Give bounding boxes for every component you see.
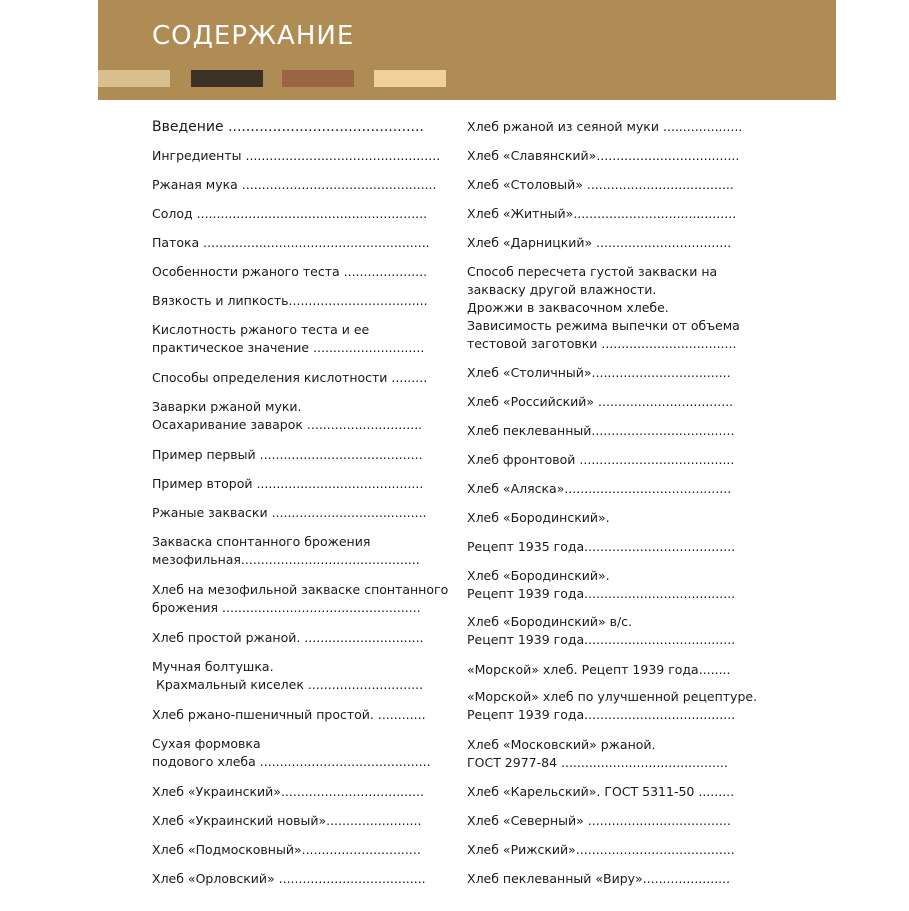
toc-entry[interactable]: Ржаные закваски ....................................... — [152, 505, 427, 520]
toc-entry[interactable]: Хлеб на мезофильной закваске спонтанного брожения .................................................. — [152, 582, 449, 615]
toc-entry[interactable]: Хлеб «Украинский».................................... — [152, 784, 424, 799]
color-swatch-light — [98, 70, 170, 87]
toc-entry[interactable]: Хлеб ржано-пшеничный простой. ............ — [152, 707, 426, 722]
toc-entry[interactable]: Хлеб «Рижский»........................................ — [467, 842, 735, 857]
toc-entry[interactable]: Пример первый ......................................... — [152, 447, 423, 462]
toc-entry[interactable]: Хлеб «Славянский».................................... — [467, 148, 740, 163]
color-swatch-cream — [374, 70, 446, 87]
toc-entry[interactable]: Хлеб «Российский» .................................. — [467, 394, 734, 409]
toc-entry[interactable]: Хлеб «Северный» .................................... — [467, 813, 731, 828]
toc-entry[interactable]: Патока ......................................................... — [152, 235, 430, 250]
toc-entry[interactable]: Хлеб ржаной из сеяной муки .................... — [467, 119, 743, 134]
toc-entry[interactable]: Хлеб «Столичный»................................... — [467, 365, 731, 380]
toc-entry[interactable]: Способы определения кислотности ......... — [152, 370, 428, 385]
toc-entry[interactable]: Хлеб «Украинский новый»........................ — [152, 813, 422, 828]
toc-entry[interactable]: «Морской» хлеб по улучшенной рецептуре. Рецепт 1939 года...................................... — [467, 689, 758, 722]
toc-entry[interactable]: Хлеб «Карельский». ГОСТ 5311-50 ......... — [467, 784, 735, 799]
toc-entry[interactable]: Хлеб «Бородинский». — [467, 510, 610, 525]
toc-entry[interactable]: Сухая формовка подового хлеба ........................................... — [152, 736, 431, 769]
color-swatch-brown — [282, 70, 354, 87]
color-swatch-dark — [191, 70, 263, 87]
page-title: СОДЕРЖАНИЕ — [152, 21, 355, 51]
toc-entry[interactable]: Хлеб «Бородинский». Рецепт 1939 года...................................... — [467, 568, 736, 601]
toc-entry[interactable]: Хлеб «Подмосковный».............................. — [152, 842, 421, 857]
toc-entry[interactable]: Закваска спонтанного брожения мезофильная............................................. — [152, 534, 420, 567]
toc-entry[interactable]: Заварки ржаной муки. Осахаривание заварок ............................. — [152, 399, 423, 432]
toc-entry[interactable]: Хлеб «Бородинский» в/с. Рецепт 1939 года...................................... — [467, 614, 736, 647]
toc-entry[interactable]: Хлеб «Житный»......................................... — [467, 206, 737, 221]
toc-entry[interactable]: Хлеб «Орловский» ..................................... — [152, 871, 426, 886]
toc-entry[interactable]: Хлеб «Дарницкий» .................................. — [467, 235, 732, 250]
toc-entry[interactable]: Ингредиенты ................................................. — [152, 148, 441, 163]
toc-entry[interactable]: Хлеб простой ржаной. .............................. — [152, 630, 424, 645]
toc-entry[interactable]: Хлеб «Столовый» ..................................... — [467, 177, 734, 192]
toc-entry[interactable]: Мучная болтушка. Крахмальный киселек ............................. — [152, 659, 424, 692]
toc-entry[interactable]: Хлеб «Московский» ржаной. ГОСТ 2977-84 .......................................... — [467, 737, 728, 770]
toc-entry[interactable]: Вязкость и липкость................................... — [152, 293, 428, 308]
toc-entry[interactable]: Рецепт 1935 года...................................... — [467, 539, 736, 554]
toc-entry[interactable]: Способ пересчета густой закваски на закваску другой влажности. Дрожжи в заквасочном хлебе. Зависимость режима выпечки от объема тестовой заготовки .................................. — [467, 264, 740, 351]
toc-entry[interactable]: Хлеб «Аляска».......................................... — [467, 481, 732, 496]
toc-entry[interactable]: Особенности ржаного теста ..................... — [152, 264, 428, 279]
toc-entry[interactable]: Хлеб фронтовой ....................................... — [467, 452, 735, 467]
toc-entry[interactable]: Солод .......................................................... — [152, 206, 428, 221]
toc-entry[interactable]: Пример второй .......................................... — [152, 476, 424, 491]
toc-entry[interactable]: Ржаная мука ................................................. — [152, 177, 437, 192]
header-banner — [98, 0, 836, 100]
toc-entry[interactable]: Хлеб пеклеванный «Виру»...................... — [467, 871, 731, 886]
toc-entry[interactable]: «Морской» хлеб. Рецепт 1939 года........ — [467, 662, 731, 677]
toc-entry[interactable]: Кислотность ржаного теста и ее практическое значение ............................ — [152, 322, 425, 355]
toc-entry[interactable]: Хлеб пеклеванный.................................... — [467, 423, 735, 438]
toc-entry[interactable]: Введение ............................................ — [152, 119, 424, 135]
